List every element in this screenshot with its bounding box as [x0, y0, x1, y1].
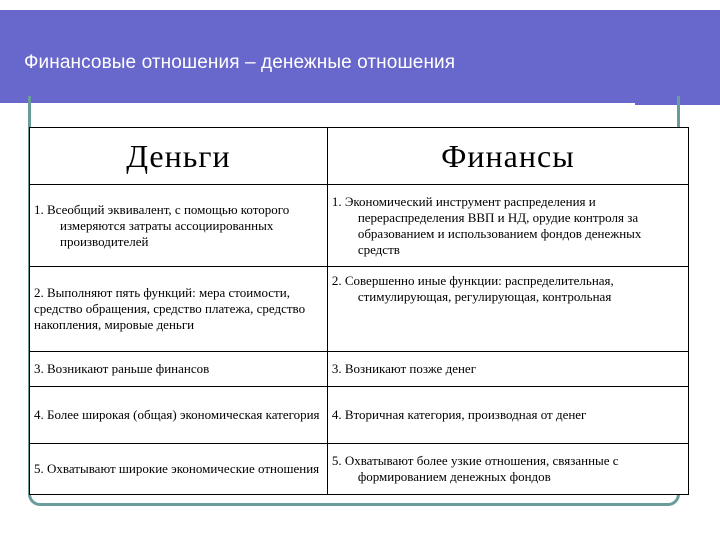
table-row — [30, 185, 689, 267]
finance-cell — [327, 387, 688, 444]
finance-cell — [327, 352, 688, 387]
money-cell — [30, 387, 328, 444]
cell-text: 2. Совершенно иные функции: распределительная, стимулирующая, регулирующая, контрольная — [331, 273, 614, 304]
cell-text: 4. Более широкая (общая) экономическая категория — [34, 407, 320, 422]
comparison-table — [29, 127, 689, 495]
cell-text: 3. Возникают раньше финансов — [34, 361, 210, 376]
table-row — [30, 444, 689, 495]
cell-text: 1. Экономический инструмент распределения и перераспределения ВВП и НД, орудие контроля за образованием и использованием фондов денежных средств — [331, 193, 642, 257]
table-row — [30, 387, 689, 444]
finance-cell — [327, 185, 688, 267]
slide-title: Финансовые отношения – денежные отношения — [24, 52, 456, 73]
header-money: Деньги — [30, 128, 328, 185]
cell-text: 3. Возникают позже денег — [331, 361, 477, 376]
money-cell — [30, 352, 328, 387]
money-cell — [30, 267, 328, 352]
table-row — [30, 352, 689, 387]
cell-text: 5. Охватывают широкие экономические отношения — [34, 461, 320, 476]
header-bar — [0, 10, 720, 105]
money-cell — [30, 444, 328, 495]
table-header-row — [30, 128, 689, 185]
cell-text: 4. Вторичная категория, производная от денег — [331, 407, 587, 422]
cell-text: 2. Выполняют пять функций: мера стоимости, средство обращения, средство платежа, средство накопления, мировые деньги — [34, 285, 306, 332]
finance-cell — [327, 444, 688, 495]
cell-text: 1. Всеобщий эквивалент, с помощью которого измеряются затраты ассоциированных производителей — [34, 201, 290, 249]
header-finance: Финансы — [327, 128, 688, 185]
finance-cell — [327, 267, 688, 352]
money-cell — [30, 185, 328, 267]
cell-text: 5. Охватывают более узкие отношения, связанные с формированием денежных фондов — [331, 453, 619, 484]
table-row — [30, 267, 689, 352]
